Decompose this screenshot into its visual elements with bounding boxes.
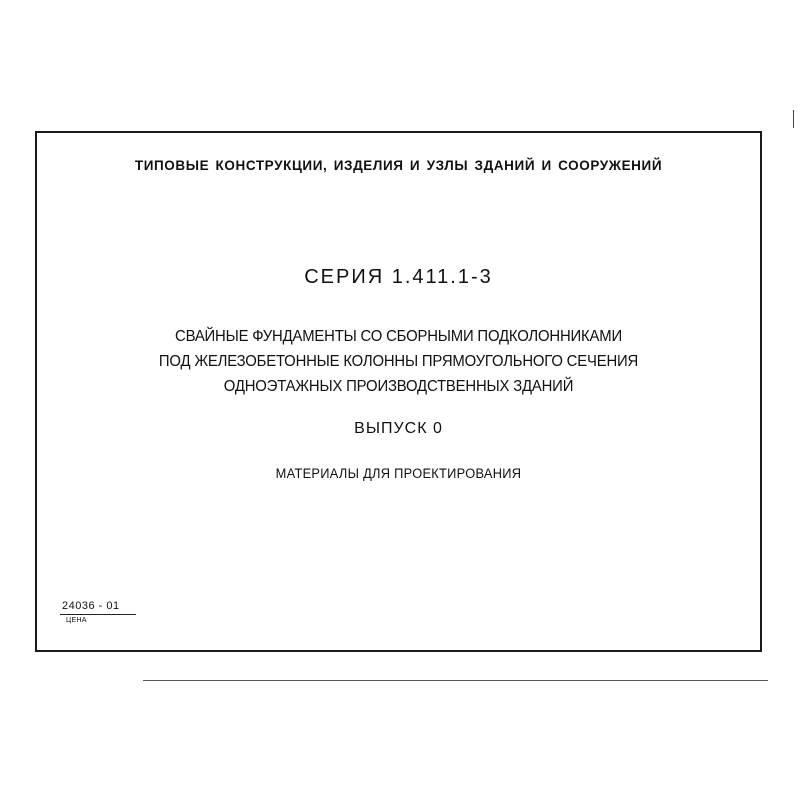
corner-tick-mark [793, 110, 794, 128]
document-title-line-3: ОДНОЭТАЖНЫХ ПРОИЗВОДСТВЕННЫХ ЗДАНИЙ [223, 378, 574, 395]
collection-heading: ТИПОВЫЕ КОНСТРУКЦИИ, ИЗДЕЛИЯ И УЗЛЫ ЗДАНИЙ И СООРУЖЕНИЙ [134, 158, 663, 173]
bottom-rule-line [143, 680, 768, 681]
document-subtitle: МАТЕРИАЛЫ ДЛЯ ПРОЕКТИРОВАНИЯ [275, 466, 522, 481]
issue-number: ВЫПУСК 0 [354, 420, 443, 437]
inventory-code: 24036 - 01 [62, 600, 120, 612]
price-label: ЦЕНА [66, 617, 87, 624]
code-underline [60, 614, 136, 615]
series-number: СЕРИЯ 1.411.1-3 [304, 266, 493, 288]
document-title-line-2: ПОД ЖЕЛЕЗОБЕТОННЫЕ КОЛОННЫ ПРЯМОУГОЛЬНОГО СЕЧЕНИЯ [158, 353, 639, 370]
document-title-line-1: СВАЙНЫЕ ФУНДАМЕНТЫ СО СБОРНЫМИ ПОДКОЛОННИКАМИ [175, 328, 622, 345]
